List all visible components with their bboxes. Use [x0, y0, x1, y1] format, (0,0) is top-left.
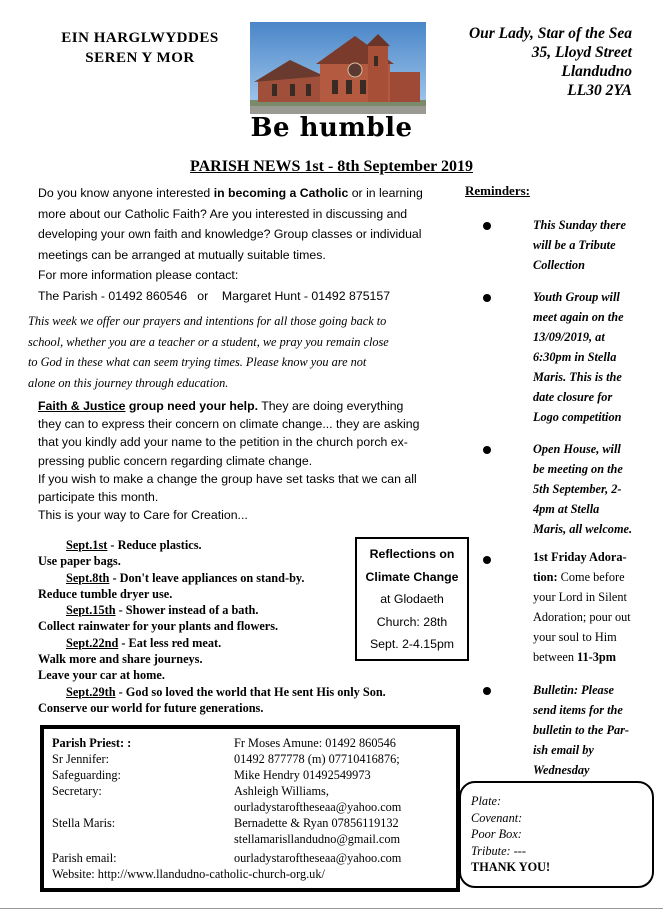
reminder-open-house: Open House, will be meeting on the 5th September, 2- 4pm at Stella Maris, all welcome.: [533, 442, 633, 536]
reminder-tribute: This Sunday there will be a Tribute Collection: [533, 218, 626, 272]
page-title: PARISH NEWS 1st - 8th September 2019: [190, 158, 473, 175]
task-date: Sept.8th: [66, 570, 110, 585]
plate-label: Plate:: [471, 794, 502, 808]
secretary-label: Secretary:: [52, 784, 102, 798]
priest-value: Fr Moses Amune: 01492 860546: [234, 736, 396, 750]
bullet-icon: [483, 556, 491, 564]
climate-tasks-list: Sept.1st - Reduce plastics. Use paper bags. Sept.8th - Don't leave appliances on stand-by. Reduce tumble dryer use. Sept.15th - Shower instead of a bath. Collect rainwater for your plants and flowers. Sept.22nd - Eat less red meat. Walk more and share journeys. Leave your car at home. Sept.29th - God so loved the world that He sent His only Son. Conserve our world for future generations.: [38, 538, 386, 715]
reminder-youth-group: Youth Group will meet again on the 13/09/2019, at 6:30pm in Stella Maris. This is the date closure for Logo competition: [533, 290, 624, 424]
task-date: Sept.1st: [66, 538, 108, 552]
motto: Be humble: [250, 113, 413, 143]
stella-label: Stella Maris:: [52, 816, 116, 830]
address-line1: Our Lady, Star of the Sea: [468, 25, 632, 42]
website: Website: http://www.llandudno-catholic-church-org.uk/: [52, 867, 325, 881]
bullet-icon: [483, 222, 491, 230]
email-value: ourladystaroftheseaa@yahoo.com: [234, 851, 402, 865]
address-line4: LL30 2YA: [567, 82, 632, 99]
bullet-icon: [483, 294, 491, 302]
reminder-bulletin: Bulletin: Please send items for the bulletin to the Par- ish email by Wednesday: [533, 683, 629, 777]
bullet-icon: [483, 687, 491, 695]
stella-email: stellamarisllandudno@gmail.com: [234, 832, 401, 846]
task-date: Sept.22nd: [66, 635, 119, 650]
secretary-email: ourladystaroftheseaa@yahoo.com: [234, 800, 402, 814]
contact-phones: The Parish - 01492 860546 or Margaret Hunt - 01492 875157: [38, 288, 391, 303]
collection-box: [459, 781, 654, 888]
thank-you: THANK YOU!: [471, 860, 551, 874]
covenant-label: Covenant:: [471, 810, 523, 825]
welsh-parish-name: [40, 28, 240, 68]
secretary-value: Ashleigh Williams,: [234, 784, 329, 798]
safeguarding-label: Safeguarding:: [52, 768, 121, 782]
address-line2: 35, Lloyd Street: [531, 44, 632, 61]
welsh-name-line1: EIN HARGLWYDDES: [61, 30, 219, 46]
safeguarding-value: Mike Hendry 01492549973: [234, 768, 371, 782]
church-photo: [250, 22, 426, 114]
poor-box-label: Poor Box:: [471, 827, 522, 841]
school-prayer-paragraph: This week we offer our prayers and intentions for all those going back to school, whether you are a teacher or a student, we pray you remain close to God in these what can seem trying times. Please know you are not alone on this journey through education.: [28, 314, 389, 390]
reflections-box: Reflections on Climate Change at Glodaeth Church: 28th Sept. 2-4.15pm: [355, 537, 469, 661]
address-line3: Llandudno: [561, 63, 632, 80]
faith-justice-paragraph: Faith & Justice group need your help. They are doing everything they can to express their concern on climate change... they are asking that you kindly add your name to the petition in the church porch ex- pressing public concern regarding climate change. If you wish to make a change the group have set tasks that we can all participate this month. This is your way to Care for Creation...: [38, 399, 420, 523]
catholic-faith-paragraph: Do you know anyone interested in becoming a Catholic or in learning more about our Catholic Faith? Are you interested in discussing and developing your own faith and knowledge? Group classes or individual meetings can be arranged at mutually suitable times. For more information please contact: The Parish - 01492 860546 or Margaret Hunt - 01492 875157: [38, 183, 458, 307]
task-date: Sept.29th: [66, 684, 116, 699]
jennifer-value: 01492 877778 (m) 07710416876;: [234, 752, 400, 766]
welsh-name-line2: SEREN Y MOR: [85, 50, 195, 66]
bullet-icon: [483, 446, 491, 454]
priest-label: Parish Priest: :: [52, 736, 132, 750]
parish-contacts-box: [40, 725, 460, 892]
jennifer-label: Sr Jennifer:: [52, 752, 110, 766]
task-date: Sept.15th: [66, 603, 116, 618]
reminders-title: Reminders:: [465, 183, 530, 198]
reminder-first-friday: 1st Friday Adora- tion: Come before your Lord in Silent Adoration; pour out your soul to Him between 11-3pm: [533, 550, 631, 664]
becoming-catholic-emphasis: in becoming a Catholic: [213, 186, 349, 200]
faith-justice-heading: Faith & Justice: [38, 399, 126, 413]
email-label: Parish email:: [52, 851, 117, 865]
tribute-label: Tribute: ---: [471, 843, 526, 858]
stella-value: Bernadette & Ryan 07856119132: [234, 816, 399, 830]
page-divider: [0, 908, 663, 909]
parish-address: [432, 24, 632, 100]
